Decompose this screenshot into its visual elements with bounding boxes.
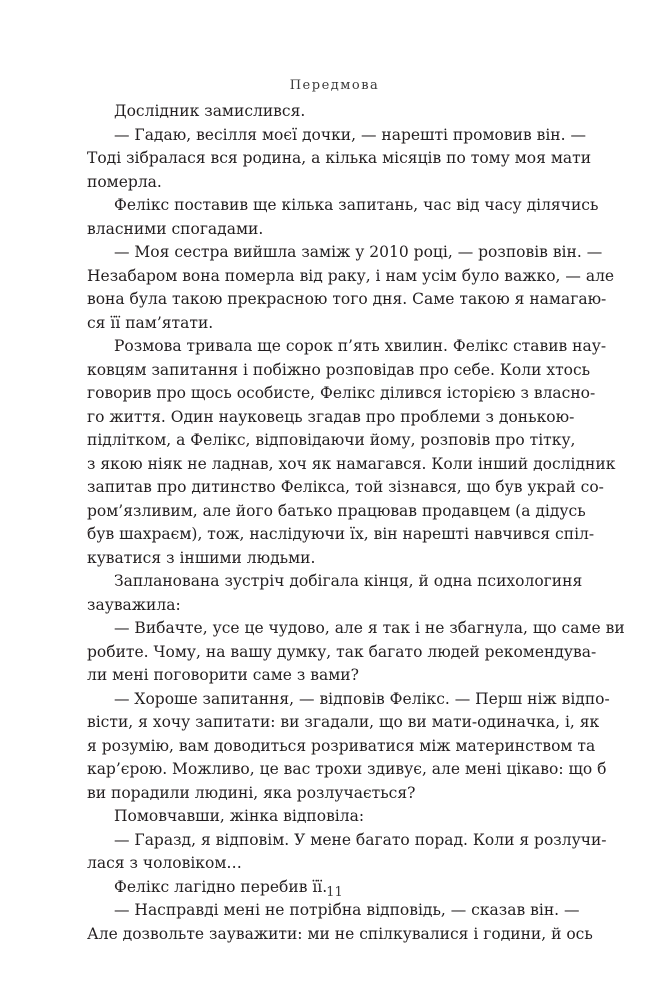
text-line: куватися з іншими людьми. [87, 548, 316, 567]
text-line: — Вибачте, усе це чудово, але я так і не збагнула, що саме ви [114, 619, 625, 637]
text-line: — Хороше запитання, — відповів Фелікс. — Перш ніж відпо- [114, 689, 610, 708]
text-line: був шахраєм), тож, наслідуючи їх, він нарешті навчився спіл- [87, 525, 595, 543]
text-line: ви порадили людині, яка розлучається? [87, 783, 416, 802]
text-line: Помовчавши, жінка відповіла: [114, 807, 365, 825]
text-line: го життя. Один науковець згадав про проблеми з донькою- [87, 407, 575, 426]
running-head: Передмова [289, 78, 380, 93]
text-line: ли мені поговорити саме з вами? [87, 666, 359, 684]
text-line: Незабаром вона померла від раку, і нам усім було важко, — але [87, 266, 615, 285]
text-line: ся її пам’ятати. [87, 313, 214, 332]
text-line: лася з чоловіком… [87, 854, 242, 872]
text-line: Фелікс поставив ще кілька запитань, час від часу ділячись [114, 196, 599, 214]
text-line: вона була такою прекрасною того дня. Саме такою я намагаю- [87, 290, 607, 308]
text-line: Дослідник замислився. [114, 102, 306, 120]
text-line: говорив про щось особисте, Фелікс ділився історією з власно- [87, 384, 596, 402]
text-line: — Насправді мені не потрібна відповідь, — сказав він. — [114, 901, 580, 919]
text-line: Фелікс лагідно перебив її. [114, 877, 328, 896]
text-line: власними спогадами. [87, 219, 264, 238]
text-line: померла. [87, 172, 162, 191]
text-line: я розумію, вам доводиться розриватися між материнством та [87, 736, 596, 755]
text-line: — Гаразд, я відповім. У мене багато порад. Коли я розлучи- [114, 830, 607, 849]
text-line: кар’єрою. Можливо, це вас трохи здивує, але мені цікаво: що б [87, 760, 607, 778]
text-line: з якою ніяк не ладнав, хоч як намагався. Коли інший дослідник [87, 454, 616, 473]
text-line: ром’язливим, але його батько працював продавцем (а дідусь [87, 501, 586, 520]
text-line: вісти, я хочу запитати: ви згадали, що ви мати-одиначка, і, як [87, 713, 600, 731]
text-line: — Гадаю, весілля моєї дочки, — нарешті промовив він. — [114, 125, 586, 144]
page-number: 11 [326, 885, 343, 900]
text-line: — Моя сестра вийшла заміж у 2010 році, — розповів він. — [114, 243, 603, 261]
text-line: підлітком, а Фелікс, відповідаючи йому, розповів про тітку, [87, 431, 576, 449]
body-text [87, 100, 625, 946]
text-line: запитав про дитинство Фелікса, той зізнався, що був украй со- [87, 478, 604, 496]
text-line: зауважила: [87, 595, 181, 614]
text-line: Розмова тривала ще сорок п’ять хвилин. Фелікс ставив нау- [114, 337, 607, 355]
text-line: ковцям запитання і побіжно розповідав про себе. Коли хтось [87, 360, 591, 379]
text-line: Тоді зібралася вся родина, а кілька місяців по тому моя мати [87, 149, 592, 167]
text-line: робите. Чому, на вашу думку, так багато людей рекомендува- [87, 642, 597, 661]
text-line: Але дозвольте зауважити: ми не спілкувалися і години, й ось [87, 924, 593, 943]
text-line: Запланована зустріч добігала кінця, й одна психологиня [114, 572, 583, 590]
